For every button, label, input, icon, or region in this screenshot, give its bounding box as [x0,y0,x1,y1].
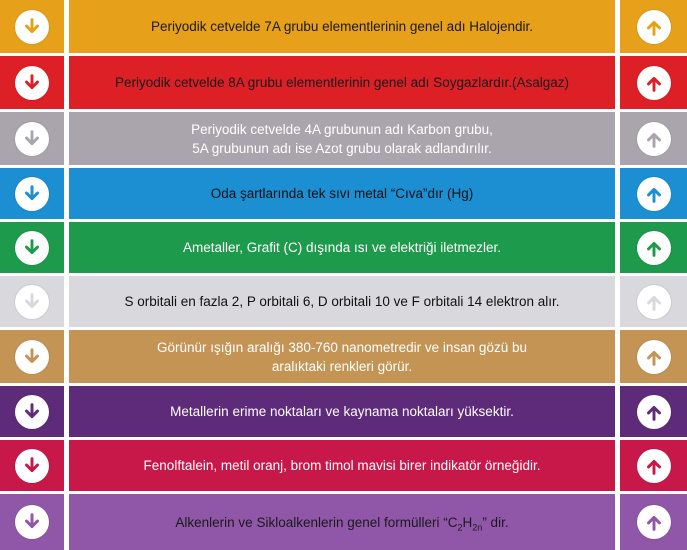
statement-text [147,338,537,376]
statement-text [134,456,551,475]
true-answer-tile[interactable] [620,440,687,491]
statement-line: aralıktaki renkleri görür. [271,358,413,374]
false-answer-tile[interactable] [0,494,64,550]
statement-panel [69,0,615,53]
statement-text [105,73,579,92]
statement-row [0,222,687,273]
arrow-down-circle-icon[interactable] [15,395,49,429]
false-answer-tile[interactable] [0,330,64,383]
false-answer-tile[interactable] [0,386,64,437]
true-answer-tile[interactable] [620,0,687,53]
arrow-up-circle-icon[interactable] [637,505,671,539]
formula-text: Alkenlerin ve Sikloalkenlerin genel formülleri “C [175,514,458,530]
arrow-up-circle-icon[interactable] [637,285,671,319]
true-answer-tile[interactable] [620,222,687,273]
true-answer-tile[interactable] [620,56,687,109]
arrow-up-circle-icon[interactable] [637,177,671,211]
arrow-down-circle-icon[interactable] [15,285,49,319]
true-answer-tile[interactable] [620,330,687,383]
arrow-up-circle-icon[interactable] [637,66,671,100]
arrow-down-circle-icon[interactable] [15,231,49,265]
statement-panel [69,386,615,437]
statement-panel [69,440,615,491]
false-answer-tile[interactable] [0,440,64,491]
arrow-down-circle-icon[interactable] [15,505,49,539]
arrow-down-circle-icon[interactable] [15,449,49,483]
statement-row [0,330,687,383]
statement-panel [69,276,615,327]
statement-panel [69,222,615,273]
statement-panel [69,330,615,383]
statement-row [0,56,687,109]
false-answer-tile[interactable] [0,112,64,165]
true-answer-tile[interactable] [620,112,687,165]
statement-panel [69,56,615,109]
statement-panel [69,168,615,219]
arrow-up-circle-icon[interactable] [637,10,671,44]
statement-row [0,276,687,327]
statement-line: Fenolftalein, metil oranj, brom timol mavisi birer indikatör örneğidir. [143,458,541,473]
false-answer-tile[interactable] [0,276,64,327]
statement-row [0,168,687,219]
statement-line: Periyodik cetvelde 4A grubunun adı Karbon grubu, [191,121,493,137]
statement-panel [69,112,615,165]
arrow-down-circle-icon[interactable] [15,122,49,156]
statement-text [115,292,570,311]
arrow-up-circle-icon[interactable] [637,231,671,265]
true-answer-tile[interactable] [620,386,687,437]
false-answer-tile[interactable] [0,222,64,273]
statement-row [0,112,687,165]
statement-line: S orbitali en fazla 2, P orbitali 6, D orbitali 10 ve F orbitali 14 elektron alır. [124,294,560,309]
false-answer-tile[interactable] [0,168,64,219]
arrow-up-circle-icon[interactable] [637,340,671,374]
true-answer-tile[interactable] [620,276,687,327]
statement-text [173,238,511,257]
statement-line: Periyodik cetvelde 7A grubu elementlerinin genel adı Halojendir. [151,19,533,34]
statement-text [165,513,518,532]
true-answer-tile[interactable] [620,168,687,219]
statement-line: Oda şartlarında tek sıvı metal “Cıva”dır (Hg) [210,186,474,201]
statement-row [0,494,687,550]
formula-subscript: 2 [457,522,463,533]
statement-row [0,0,687,53]
statement-line [175,513,508,532]
statement-row [0,440,687,491]
arrow-down-circle-icon[interactable] [15,10,49,44]
false-answer-tile[interactable] [0,0,64,53]
arrow-down-circle-icon[interactable] [15,66,49,100]
statement-line: Ametaller, Grafit (C) dışında ısı ve elektriği iletmezler. [182,240,502,255]
statement-line: Metallerin erime noktaları ve kaynama noktaları yüksektir. [170,404,514,419]
statement-line: Görünür ışığın aralığı 380-760 nanometredir ve insan gözü bu [157,339,527,355]
statement-panel [69,494,615,550]
formula-text: H [462,514,473,530]
arrow-up-circle-icon[interactable] [637,449,671,483]
statement-text [181,120,503,158]
arrow-up-circle-icon[interactable] [637,395,671,429]
true-answer-tile[interactable] [620,494,687,550]
arrow-up-circle-icon[interactable] [637,122,671,156]
statement-row [0,386,687,437]
false-answer-tile[interactable] [0,56,64,109]
arrow-down-circle-icon[interactable] [15,177,49,211]
statement-line: Periyodik cetvelde 8A grubu elementlerinin genel adı Soygazlardır.(Asalgaz) [114,75,569,90]
statement-line: 5A grubunun adı ise Azot grubu olarak adlandırılır. [192,140,492,156]
formula-subscript: 2n [472,522,483,533]
formula-text: ” dir. [482,514,509,530]
statement-text [141,17,543,36]
arrow-down-circle-icon[interactable] [15,340,49,374]
statement-text [201,184,484,203]
statement-text [160,402,524,421]
